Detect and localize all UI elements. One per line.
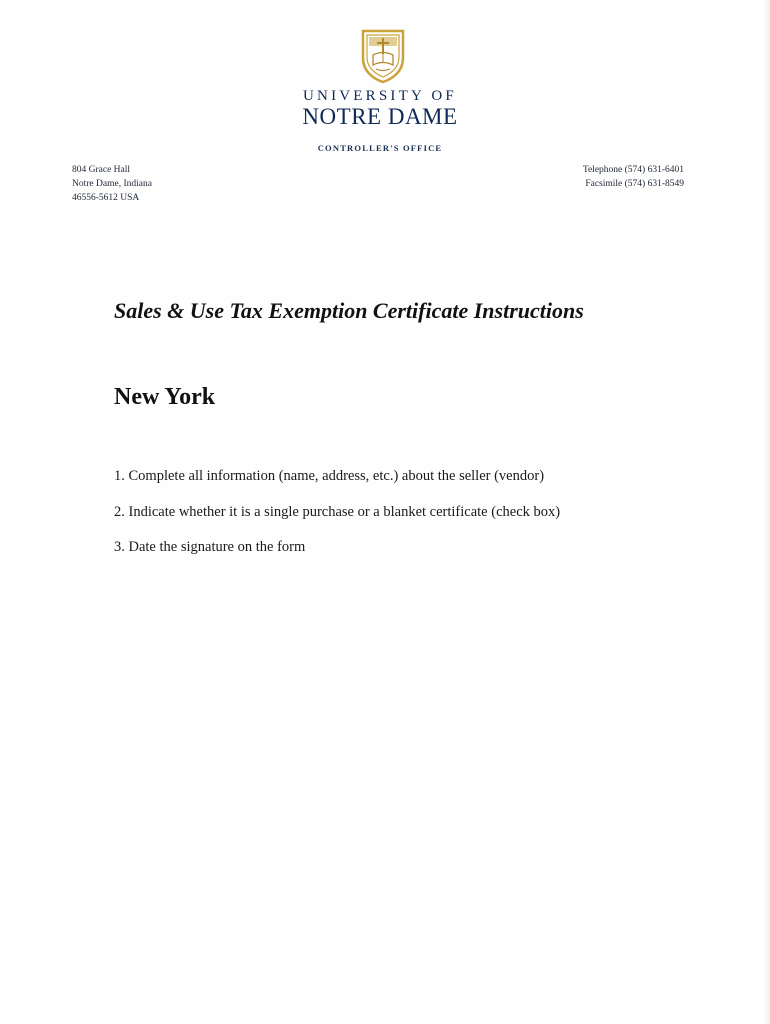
address-line: 46556-5612 USA — [72, 193, 140, 203]
university-name-line1: UNIVERSITY OF — [303, 88, 457, 104]
instruction-step: 3. Date the signature on the form — [114, 539, 306, 555]
contact-numbers — [583, 163, 684, 191]
telephone-line: Telephone (574) 631-6401 — [582, 165, 684, 175]
mailing-address — [72, 163, 152, 205]
instruction-step: 1. Complete all information (name, address, etc.) about the seller (vendor) — [114, 468, 545, 484]
address-line: 804 Grace Hall — [72, 165, 131, 175]
facsimile-line: Facsimile (574) 631-8549 — [585, 179, 684, 189]
university-seal-icon — [360, 28, 406, 84]
document-title: Sales & Use Tax Exemption Certificate Instructions — [114, 298, 584, 323]
instruction-step: 2. Indicate whether it is a single purchase or a blanket certificate (check box) — [114, 503, 561, 520]
university-name-line2: NOTRE DAME — [302, 104, 458, 129]
instruction-list — [114, 466, 560, 573]
page-edge-shadow — [762, 0, 770, 1024]
state-heading: New York — [114, 384, 216, 410]
address-line: Notre Dame, Indiana — [72, 179, 152, 189]
office-name: CONTROLLER'S OFFICE — [317, 143, 443, 153]
